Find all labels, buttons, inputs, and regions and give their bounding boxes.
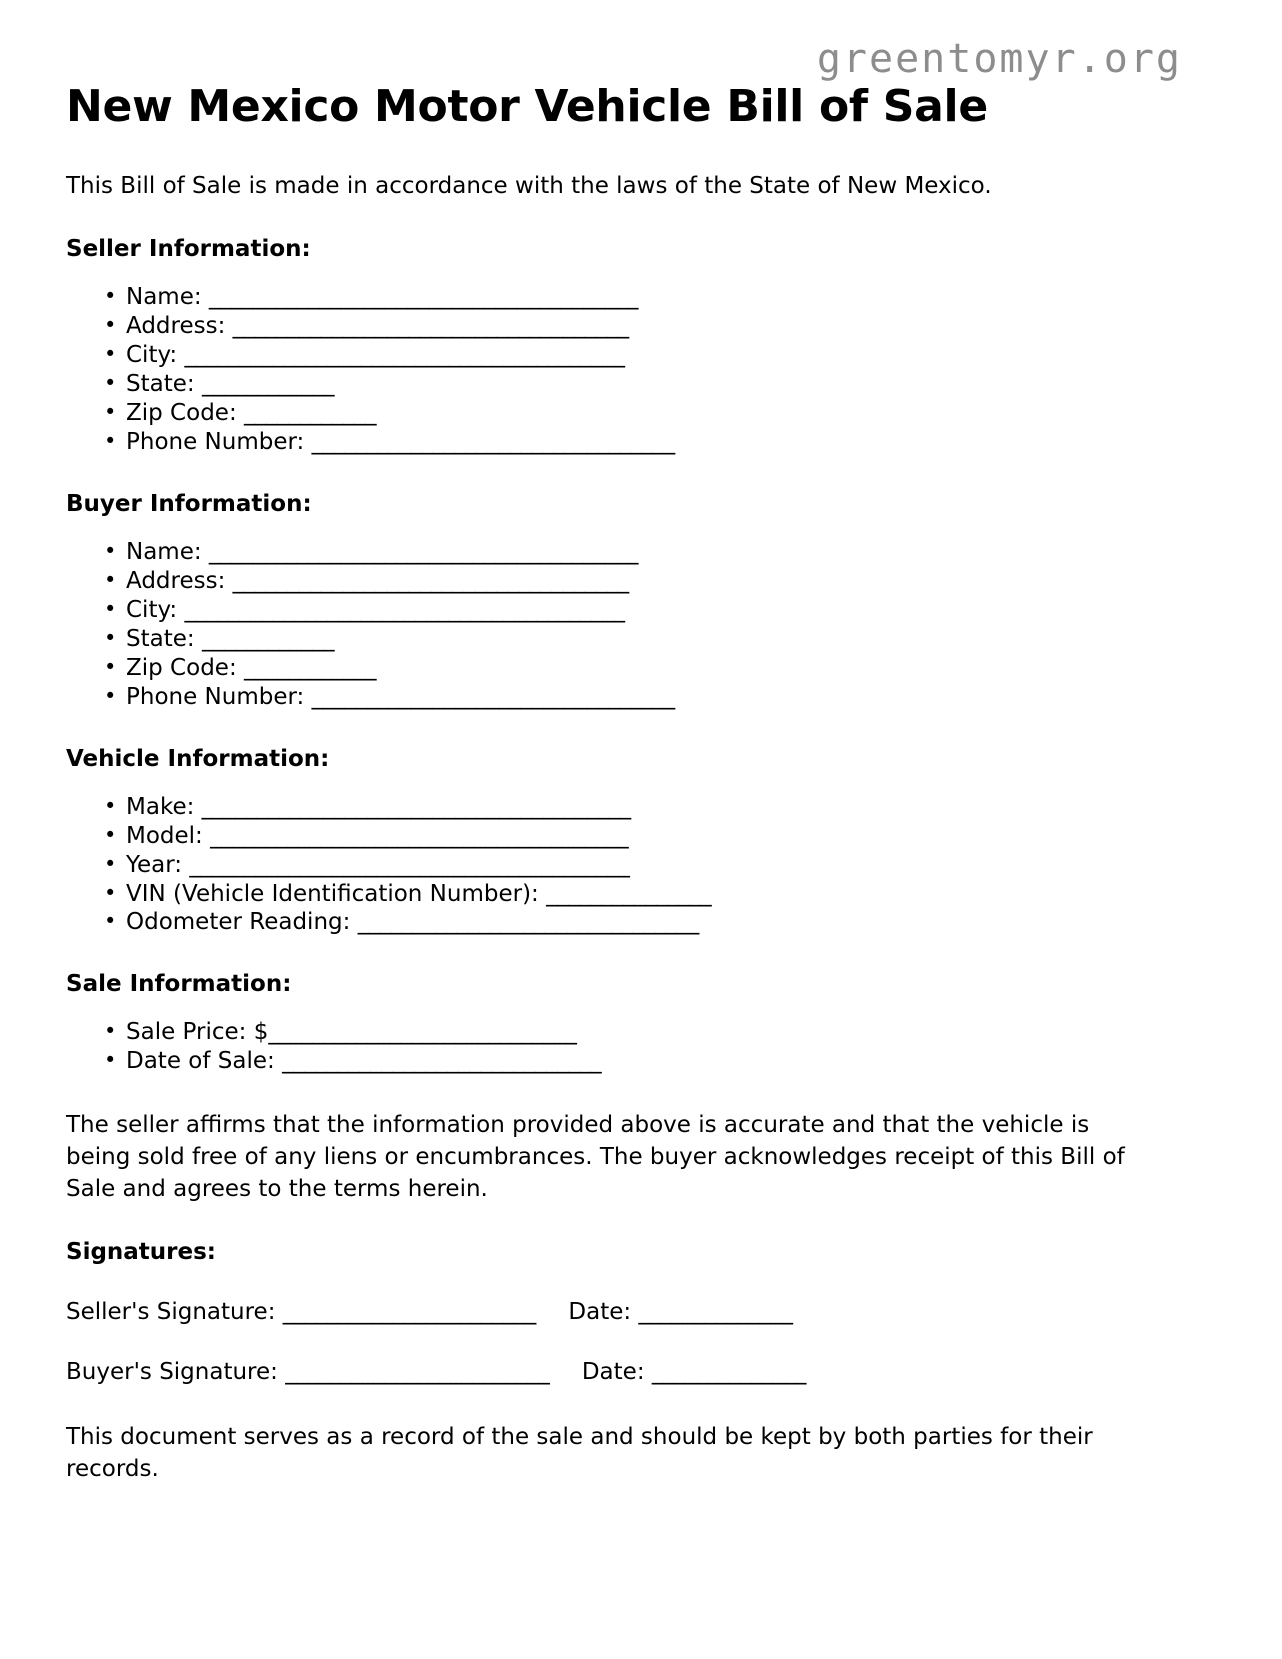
field-blank-line[interactable]: ____________________________________ <box>232 313 629 340</box>
field-label: Address: <box>126 313 226 340</box>
field-label: State: <box>126 371 195 398</box>
field-label: Phone Number: <box>126 683 305 710</box>
field-blank-line[interactable]: ____________ <box>201 625 334 652</box>
signatures-heading: Signatures: <box>66 1239 217 1266</box>
field-blank-line[interactable]: _________________________________ <box>311 683 675 710</box>
field-label: VIN (Vehicle Identification Number): <box>126 880 539 907</box>
field-label: Model: <box>126 822 203 849</box>
list-item <box>66 1018 1216 1047</box>
field-blank-line[interactable]: ________________________________________ <box>184 342 625 369</box>
list-item <box>66 851 1216 880</box>
field-label: Odometer Reading: <box>126 909 351 936</box>
list-item <box>66 793 1216 822</box>
list-item <box>66 428 1216 457</box>
buyer-date-label: Date: <box>581 1359 645 1386</box>
field-label: City: <box>126 342 178 369</box>
field-label: Zip Code: <box>126 400 237 427</box>
field-blank-line[interactable]: _________________________________ <box>311 429 675 456</box>
field-blank-line[interactable]: ____________ <box>244 654 376 681</box>
field-blank-line[interactable]: _______________ <box>546 880 712 907</box>
list-item <box>66 880 1216 909</box>
sale-information-heading: Sale Information: <box>66 971 292 998</box>
seller-field-list <box>66 265 1216 457</box>
field-blank-line[interactable]: _______________________________ <box>357 909 699 936</box>
list-item <box>66 596 1216 625</box>
list-item <box>66 683 1216 712</box>
closing-paragraph: This document serves as a record of the sale and should be kept by both parties for their records. <box>66 1424 1093 1482</box>
buyer-signature-line[interactable]: ________________________ <box>285 1359 550 1386</box>
field-blank-line[interactable]: ____________ <box>244 400 376 427</box>
page-title: New Mexico Motor Vehicle Bill of Sale <box>66 81 988 132</box>
list-item <box>66 341 1216 370</box>
affirmation-paragraph: The seller affirms that the information provided above is accurate and that the vehicle is being sold free of any liens or encumbrances. The buyer acknowledges receipt of this Bill of Sale and agrees to the terms herein. <box>66 1112 1125 1202</box>
site-watermark: greentomyr.org <box>816 36 1182 82</box>
list-item <box>66 822 1216 851</box>
list-item <box>66 625 1216 654</box>
intro-paragraph: This Bill of Sale is made in accordance with the laws of the State of New Mexico. <box>66 173 992 200</box>
field-label: Name: <box>126 284 202 311</box>
seller-date-label: Date: <box>568 1299 632 1326</box>
field-label: Year: <box>126 851 183 878</box>
seller-signature-row <box>66 1268 1216 1328</box>
field-blank-line[interactable]: ______________________________________ <box>210 822 629 849</box>
list-item <box>66 1047 1216 1076</box>
field-label: Address: <box>126 567 226 594</box>
buyer-signature-row <box>66 1328 1216 1388</box>
list-item <box>66 908 1216 937</box>
field-blank-line[interactable]: _____________________________ <box>282 1048 602 1075</box>
seller-information-heading: Seller Information: <box>66 236 311 263</box>
list-item <box>66 567 1216 596</box>
field-label: State: <box>126 625 195 652</box>
sale-field-list <box>66 1000 1216 1076</box>
vehicle-field-list <box>66 775 1216 938</box>
buyer-date-line[interactable]: ______________ <box>651 1359 806 1386</box>
field-blank-line[interactable]: _______________________________________ <box>208 284 638 311</box>
seller-date-line[interactable]: ______________ <box>638 1299 793 1326</box>
list-item <box>66 370 1216 399</box>
field-label: Date of Sale: <box>126 1048 275 1075</box>
field-blank-line[interactable]: ________________________________________ <box>189 851 630 878</box>
field-blank-line[interactable]: _______________________________________ <box>201 793 631 820</box>
field-label: Name: <box>126 538 202 565</box>
list-item <box>66 538 1216 567</box>
field-label: Sale Price: $ <box>126 1019 269 1046</box>
buyer-field-list <box>66 520 1216 712</box>
field-blank-line[interactable]: ____________________________________ <box>232 567 629 594</box>
list-item <box>66 283 1216 312</box>
field-blank-line[interactable]: ________________________________________ <box>184 596 625 623</box>
seller-signature-label: Seller's Signature: <box>66 1299 276 1326</box>
list-item <box>66 654 1216 683</box>
seller-signature-line[interactable]: _______________________ <box>282 1299 536 1326</box>
field-blank-line[interactable]: ____________ <box>201 371 334 398</box>
buyer-information-heading: Buyer Information: <box>66 491 312 518</box>
field-label: City: <box>126 596 178 623</box>
list-item <box>66 399 1216 428</box>
field-label: Zip Code: <box>126 654 237 681</box>
list-item <box>66 312 1216 341</box>
field-label: Phone Number: <box>126 429 305 456</box>
buyer-signature-label: Buyer's Signature: <box>66 1359 278 1386</box>
field-blank-line[interactable]: ____________________________ <box>268 1019 577 1046</box>
field-blank-line[interactable]: _______________________________________ <box>208 538 638 565</box>
vehicle-information-heading: Vehicle Information: <box>66 745 330 772</box>
field-label: Make: <box>126 793 195 820</box>
